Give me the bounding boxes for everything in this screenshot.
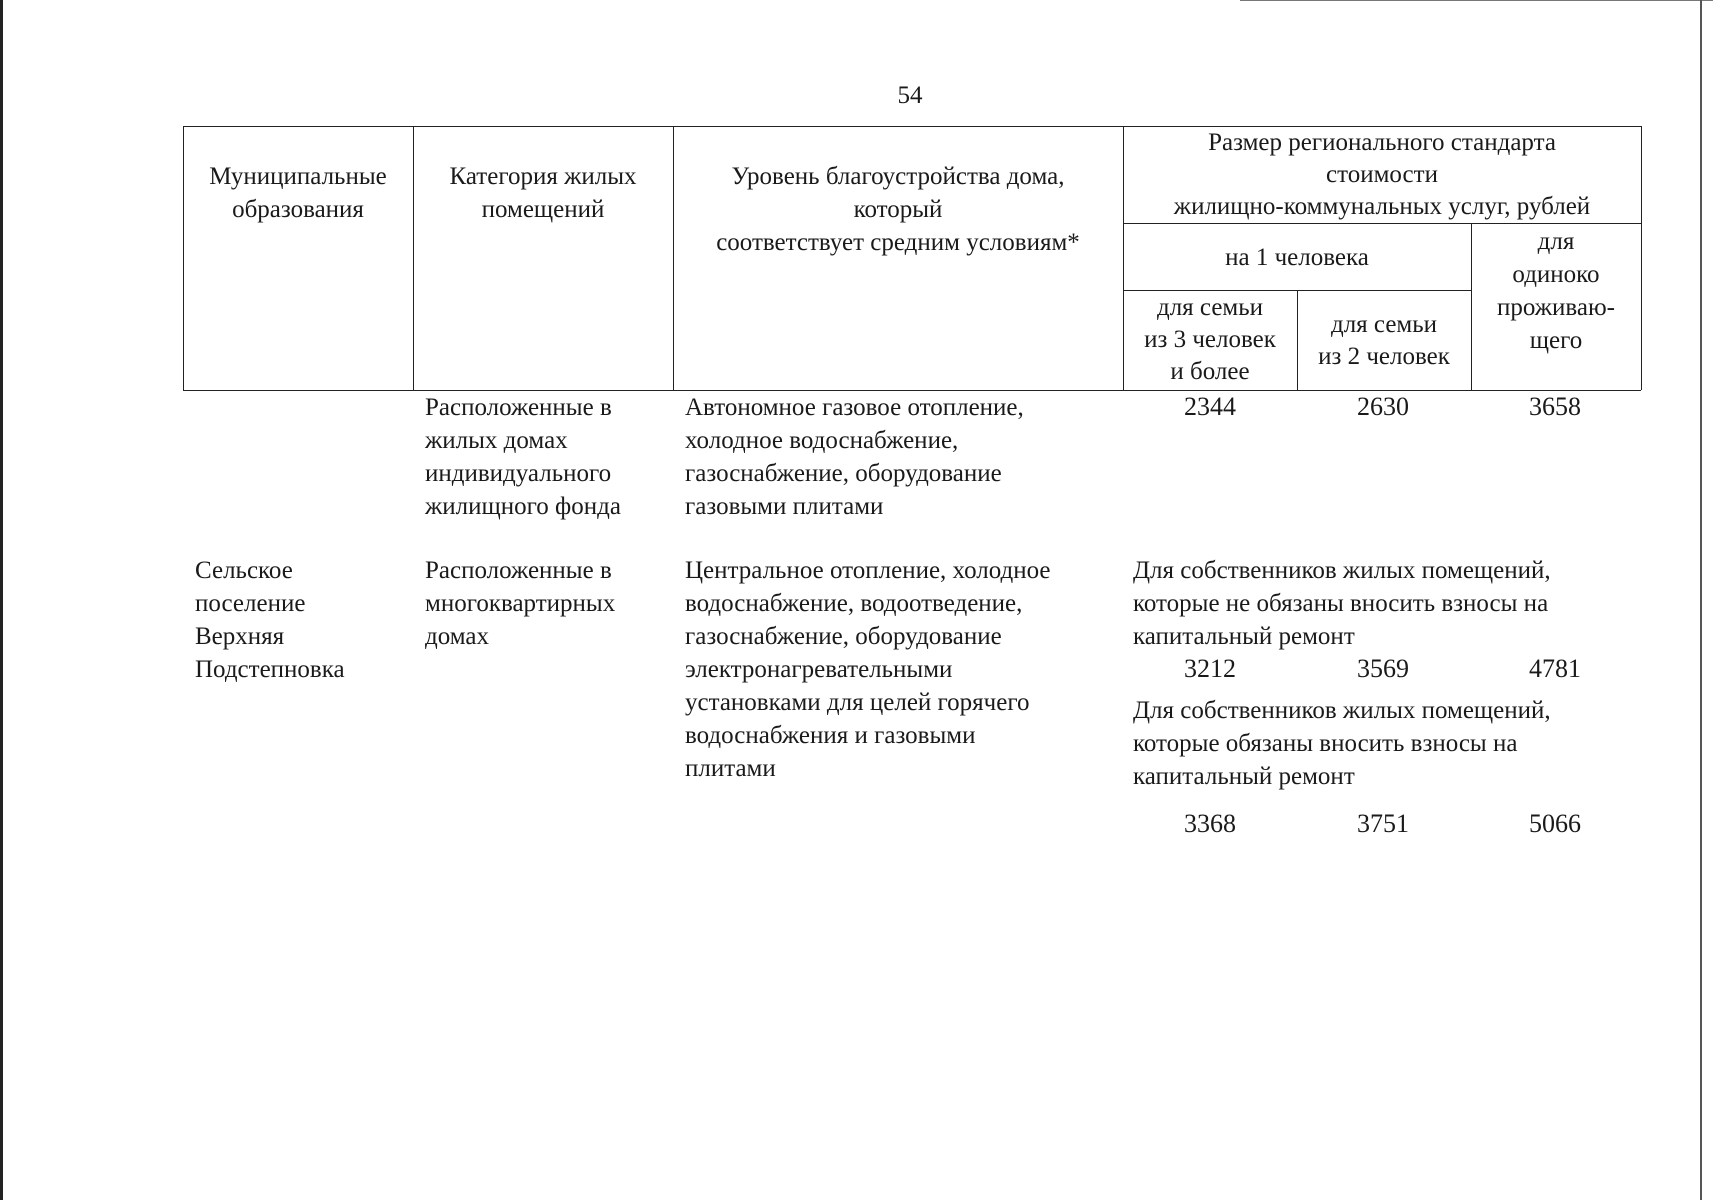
- header-divider-1: [413, 126, 414, 390]
- header-family3: [1125, 292, 1295, 388]
- header-single-line: проживаю-: [1497, 294, 1615, 321]
- row1-category-line: жилых домах: [425, 427, 568, 454]
- header-municipality-line: Муниципальные: [209, 163, 387, 190]
- header-divider-3: [1123, 126, 1124, 390]
- row2-group1-value-family3: 3212: [1184, 654, 1236, 683]
- row1-level-line: Автономное газовое отопление,: [685, 394, 1024, 421]
- row2-level-line: водоснабжения и газовыми: [685, 722, 976, 749]
- header-level-line: соответствует средним условиям*: [716, 229, 1080, 256]
- scan-edge-left: [0, 0, 3, 1200]
- row1-level-line: газовыми плитами: [685, 493, 884, 520]
- page-number: 54: [897, 82, 923, 109]
- header-per-person: на 1 человека: [1225, 244, 1369, 271]
- row2-municipality-line: поселение: [195, 590, 306, 617]
- header-municipality-line: образования: [232, 196, 364, 223]
- row1-level-line: газоснабжение, оборудование: [685, 460, 1002, 487]
- row2-municipality-line: Подстепновка: [195, 656, 345, 683]
- header-divider-4: [1297, 290, 1298, 390]
- row2-level-line: плитами: [685, 755, 776, 782]
- row1-value-family3: 2344: [1184, 392, 1236, 421]
- row2-level: [685, 554, 1051, 785]
- row2-group2-value-family2: 3751: [1357, 809, 1409, 838]
- header-single: [1473, 225, 1639, 357]
- header-single-line: для: [1537, 228, 1575, 255]
- header-level-line: Уровень благоустройства дома,: [731, 163, 1065, 190]
- header-standard: [1125, 127, 1639, 223]
- row2-group2-label-line: Для собственников жилых помещений,: [1133, 697, 1551, 724]
- row2-group1-label-line: капитальный ремонт: [1133, 623, 1355, 650]
- header-family3-line: и более: [1170, 358, 1250, 385]
- header-category-line: помещений: [481, 196, 605, 223]
- header-municipality: [185, 160, 411, 226]
- row2-municipality: [195, 554, 345, 686]
- row1-category: [425, 391, 621, 523]
- header-family3-line: из 3 человек: [1144, 326, 1276, 353]
- row2-level-line: водоснабжение, водоотведение,: [685, 590, 1023, 617]
- row2-group2-label-line: капитальный ремонт: [1133, 763, 1355, 790]
- row1-value-family2: 2630: [1357, 392, 1409, 421]
- row2-group2-label: [1133, 694, 1551, 793]
- row2-category-line: домах: [425, 623, 489, 650]
- row2-group1-label-line: которые не обязаны вносить взносы на: [1133, 590, 1549, 617]
- row1-category-line: жилищного фонда: [425, 493, 621, 520]
- header-right-border: [1641, 126, 1642, 390]
- header-divider-2: [673, 126, 674, 390]
- row2-category: [425, 554, 615, 653]
- row2-municipality-line: Сельское: [195, 557, 293, 584]
- row2-level-line: установками для целей горячего: [685, 689, 1030, 716]
- row2-group1-value-family2: 3569: [1357, 654, 1409, 683]
- row1-value-single: 3658: [1529, 392, 1581, 421]
- row2-group1-label-line: Для собственников жилых помещений,: [1133, 557, 1551, 584]
- row2-level-line: Центральное отопление, холодное: [685, 557, 1051, 584]
- row1-category-line: индивидуального: [425, 460, 612, 487]
- header-single-line: щего: [1529, 327, 1583, 354]
- header-level: [675, 160, 1121, 259]
- header-family2-line: из 2 человек: [1318, 343, 1450, 370]
- header-family3-line: для семьи: [1156, 294, 1264, 321]
- row2-group1-label: [1133, 554, 1551, 653]
- row1-level-line: холодное водоснабжение,: [685, 427, 959, 454]
- scan-edge-top: [1240, 0, 1713, 1]
- row1-category-line: Расположенные в: [425, 394, 612, 421]
- header-category: [415, 160, 671, 226]
- row2-category-line: многоквартирных: [425, 590, 616, 617]
- header-family2-line: для семьи: [1330, 311, 1438, 338]
- row2-level-line: газоснабжение, оборудование: [685, 623, 1002, 650]
- row1-level: [685, 391, 1024, 523]
- row2-municipality-line: Верхняя: [195, 623, 285, 650]
- row2-group1-value-single: 4781: [1529, 654, 1581, 683]
- scan-edge-right: [1700, 0, 1702, 1200]
- header-standard-divider: [1123, 223, 1641, 224]
- header-category-line: Категория жилых: [449, 163, 637, 190]
- header-single-line: одиноко: [1512, 261, 1600, 288]
- row2-level-line: электронагревательными: [685, 656, 953, 683]
- row2-group2-label-line: которые обязаны вносить взносы на: [1133, 730, 1518, 757]
- header-standard-line: жилищно-коммунальных услуг, рублей: [1173, 193, 1591, 220]
- header-family2: [1299, 309, 1469, 373]
- header-standard-line: Размер регионального стандарта: [1208, 129, 1556, 156]
- row2-category-line: Расположенные в: [425, 557, 612, 584]
- header-divider-5: [1471, 223, 1472, 390]
- header-standard-line: стоимости: [1326, 161, 1438, 188]
- header-level-line: который: [853, 196, 943, 223]
- row2-group2-value-single: 5066: [1529, 809, 1581, 838]
- row2-group2-value-family3: 3368: [1184, 809, 1236, 838]
- header-left-border: [183, 126, 184, 390]
